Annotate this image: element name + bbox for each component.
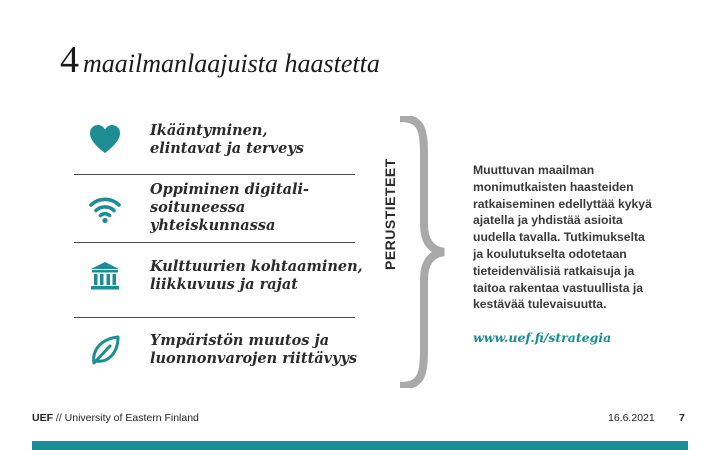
footer-organization — [32, 412, 199, 424]
theme-label-line1: Oppiminen digitali- — [150, 181, 310, 198]
description-line: ja koulutukselta odotetaan — [473, 246, 627, 261]
theme-label-line2: soituneessa yhteiskunnassa — [150, 199, 276, 234]
vertical-label: PERUSTIETEET — [382, 158, 398, 270]
wifi-icon — [88, 191, 122, 225]
leaf-icon — [88, 333, 122, 367]
theme-label — [150, 332, 365, 368]
theme-label-line1: Ikääntyminen, — [150, 122, 268, 139]
description-line: Muuttuvan maailman — [473, 163, 595, 177]
theme-row-aging — [74, 112, 355, 168]
theme-label-line1: Kulttuurien kohtaaminen, — [150, 258, 363, 275]
slide-title — [60, 38, 380, 82]
description-line: taitoa rakentaa vastuullista ja — [473, 280, 644, 295]
footer-date: 16.6.2021 — [608, 412, 655, 424]
footer-accent-bar — [32, 441, 688, 450]
museum-icon — [88, 259, 122, 293]
description-line: kestävää tulevaisuutta. — [473, 297, 607, 312]
theme-label-line2: liikkuvuus ja rajat — [150, 276, 298, 293]
strategy-link[interactable]: www.uef.fi/strategia — [473, 330, 612, 345]
title-text: maailmanlaajuista haastetta — [83, 49, 380, 78]
theme-label — [150, 181, 365, 235]
description-line: tieteidenvälisiä ratkaisuja ja — [473, 263, 635, 278]
theme-label — [150, 122, 365, 158]
description-line: uudella tavalla. Tutkimukselta — [473, 230, 645, 245]
description-line: monimutkaisten haasteiden — [473, 179, 634, 194]
title-number: 4 — [60, 39, 79, 81]
divider — [74, 242, 355, 243]
divider — [74, 317, 355, 318]
footer-org-name: // University of Eastern Finland — [53, 412, 199, 424]
divider — [74, 174, 355, 175]
footer-brand: UEF — [32, 412, 53, 424]
theme-label-line1: Ympäristön muutos ja — [150, 332, 330, 349]
description-line: ratkaiseminen edellyttää kykyä — [473, 196, 652, 211]
description-line: ajatella ja yhdistää asioita — [473, 213, 623, 228]
curly-brace-icon — [396, 116, 448, 388]
theme-row-culture — [74, 248, 363, 304]
description-paragraph — [473, 162, 652, 313]
theme-row-learning — [74, 180, 355, 236]
heart-icon — [88, 123, 122, 157]
theme-label-line2: elintavat ja terveys — [150, 140, 304, 157]
page-number: 7 — [679, 412, 685, 424]
theme-label — [150, 258, 365, 294]
theme-row-environment — [74, 322, 358, 378]
theme-label-line2: luonnonvarojen riittävyys — [150, 350, 358, 367]
